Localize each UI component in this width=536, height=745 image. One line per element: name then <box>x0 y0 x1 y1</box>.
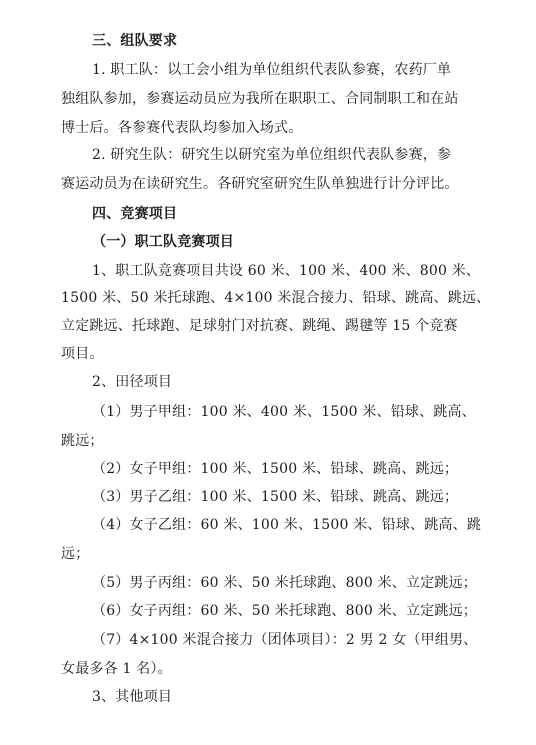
section-heading-competition-events: 四、竞赛项目 <box>92 206 178 222</box>
paragraph-line: 2. 研究生队：研究生以研究室为单位组织代表队参赛，参 <box>92 147 452 163</box>
list-item-line: （5）男子丙组：60 米、50 米托球跑、800 米、立定跳远； <box>92 575 478 591</box>
paragraph-line: 1. 职工队：以工会小组为单位组织代表队参赛，农药厂单 <box>92 62 452 78</box>
paragraph-line: 项目。 <box>61 346 104 362</box>
list-item-line: （7）4×100 米混合接力（团体项目）：2 男 2 女（甲组男、 <box>92 632 478 648</box>
section-heading-team-requirements: 三、组队要求 <box>92 33 178 49</box>
list-item-line: （6）女子丙组：60 米、50 米托球跑、800 米、立定跳远； <box>92 603 478 619</box>
list-item-line: 远； <box>61 546 90 562</box>
list-item-line: （1）男子甲组：100 米、400 米、1500 米、铅球、跳高、 <box>92 404 476 420</box>
paragraph-line: 1500 米、50 米托球跑、4×100 米混合接力、铅球、跳高、跳远、 <box>61 290 491 306</box>
paragraph-line: 1、职工队竞赛项目共设 60 米、100 米、400 米、800 米、 <box>92 263 481 279</box>
subsection-heading-staff-events: （一）职工队竞赛项目 <box>92 234 234 250</box>
paragraph-line: 立定跳远、托球跑、足球射门对抗赛、跳绳、踢毽等 15 个竞赛 <box>61 318 458 334</box>
list-item-line: 女最多各 1 名）。 <box>61 661 172 677</box>
paragraph-line: 博士后。各参赛代表队均参加入场式。 <box>61 120 303 136</box>
paragraph-line: 独组队参加，参赛运动员应为我所在职职工、合同制职工和在站 <box>61 91 459 107</box>
list-item-line: （3）男子乙组：100 米、1500 米、铅球、跳高、跳远； <box>92 489 459 505</box>
paragraph-line: 3、其他项目 <box>92 689 173 705</box>
paragraph-line: 赛运动员为在读研究生。各研究室研究生队单独进行计分评比。 <box>61 176 459 192</box>
list-item-line: （4）女子乙组：60 米、100 米、1500 米、铅球、跳高、跳 <box>92 517 482 533</box>
list-item-line: 跳远； <box>61 433 104 449</box>
paragraph-line: 2、田径项目 <box>92 374 173 390</box>
list-item-line: （2）女子甲组：100 米、1500 米、铅球、跳高、跳远； <box>92 461 459 477</box>
